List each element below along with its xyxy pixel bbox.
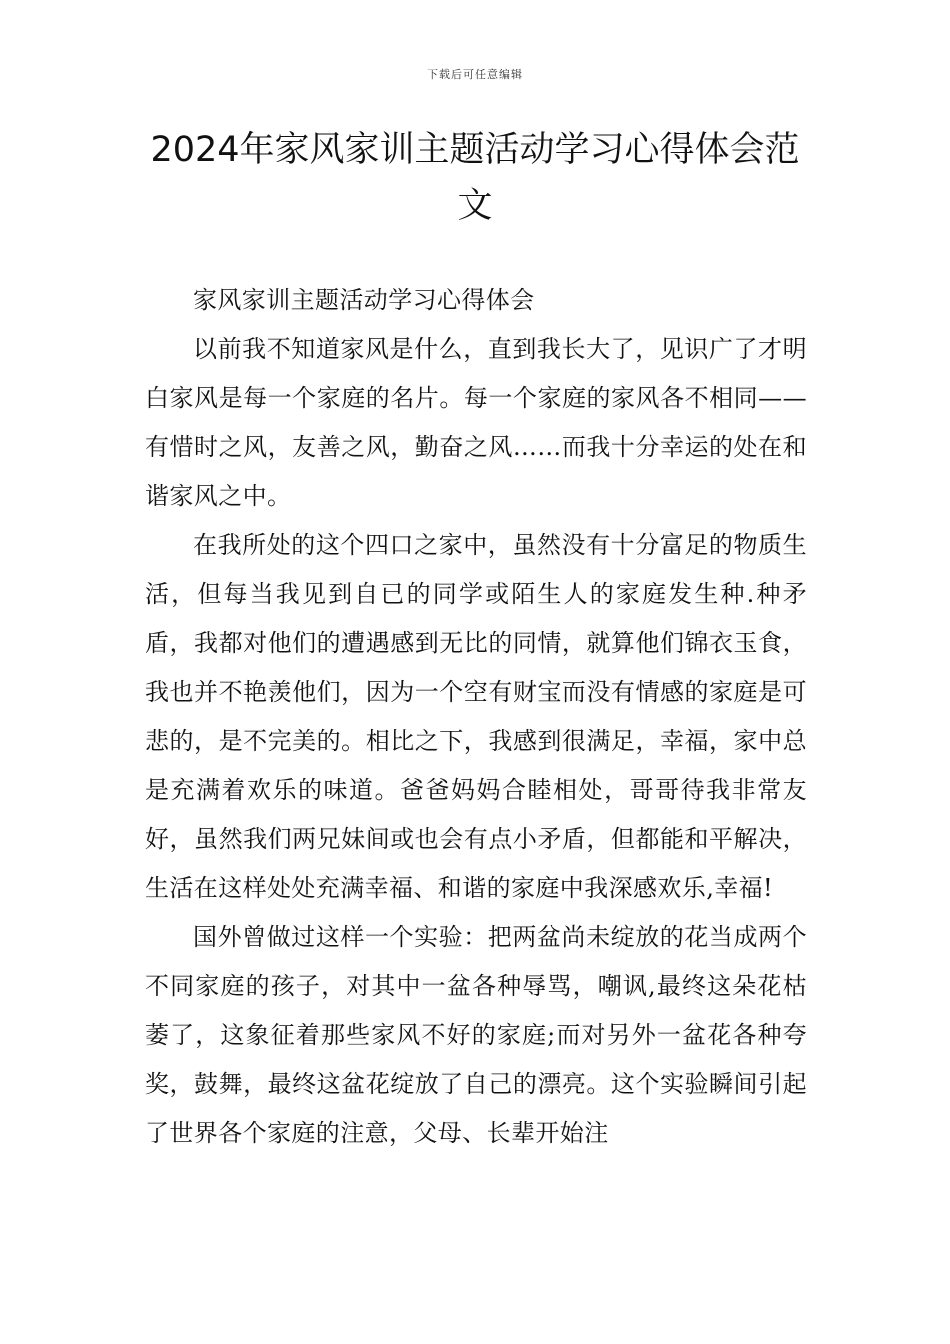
paragraph: 在我所处的这个四口之家中，虽然没有十分富足的物质生活，但每当我见到自已的同学或陌生人的家庭发生种.种矛盾，我都对他们的遭遇感到无比的同情，就算他们锦衣玉食，我也并不艳羡他们，因为一个空有财宝而没有情感的家庭是可悲的，是不完美的。相比之下，我感到很满足，幸福，家中总是充满着欢乐的味道。爸爸妈妈合睦相处，哥哥待我非常友好，虽然我们两兄妹间或也会有点小矛盾，但都能和平解决，生活在这样处处充满幸福、和谐的家庭中我深感欢乐,幸福! [145,531,807,902]
paragraph: 国外曾做过这样一个实验：把两盆尚未绽放的花当成两个不同家庭的孩子，对其中一盆各种辱骂，嘲讽,最终这朵花枯萎了，这象征着那些家风不好的家庭;而对另外一盆花各种夸奖，鼓舞，最终这盆花绽放了自己的漂亮。这个实验瞬间引起了世界各个家庭的注意，父母、长辈开始注 [145,923,807,1147]
document-title: 2024年家风家训主题活动学习心得体会范文 [150,130,800,226]
paragraph: 以前我不知道家风是什么，直到我长大了，见识广了才明白家风是每一个家庭的名片。每一个家庭的家风各不相同——有惜时之风，友善之风，勤奋之风……而我十分幸运的处在和谐家风之中。 [145,335,807,510]
document-body [145,276,807,1158]
subtitle-line: 家风家训主题活动学习心得体会 [193,286,535,314]
header-note: 下载后可任意编辑 [427,68,523,81]
